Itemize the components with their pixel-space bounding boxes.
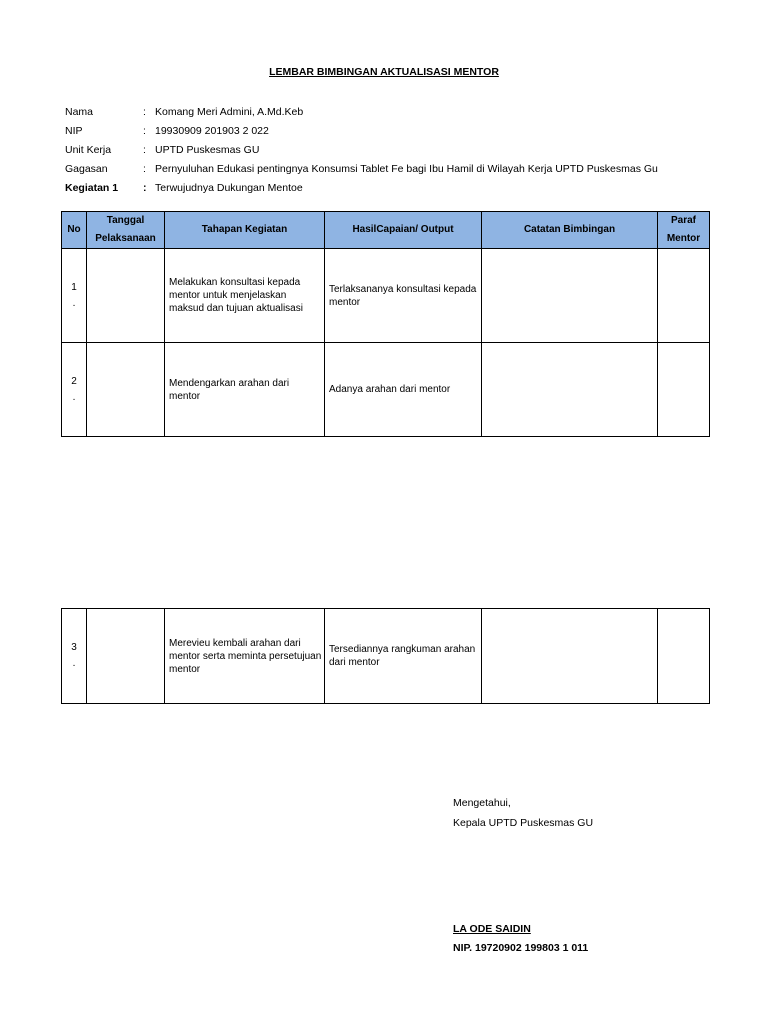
header-tanggal-line: Pelaksanaan [95, 233, 156, 244]
signature-nip: NIP. 19720902 199803 1 011 [453, 942, 589, 954]
header-tahapan: Tahapan Kegiatan [165, 212, 325, 249]
guidance-table-continued [61, 608, 710, 704]
info-colon: : [143, 125, 146, 137]
row-hasil: Terlaksananya konsultasi kepada mentor [325, 249, 482, 343]
row-hasil: Tersediannya rangkuman arahan dari mentor [325, 609, 482, 704]
row-catatan [482, 343, 658, 437]
table-row [62, 343, 710, 437]
row-paraf [658, 609, 710, 704]
row-tanggal [87, 609, 165, 704]
header-tanggal [87, 212, 165, 249]
info-value: Terwujudnya Dukungan Mentoe [155, 182, 303, 194]
row-no-dot: . [72, 391, 76, 403]
row-no-digit: 3 [71, 642, 77, 653]
row-paraf [658, 249, 710, 343]
header-tanggal-line: Tanggal [106, 215, 145, 226]
info-label: Kegiatan 1 [65, 182, 119, 194]
signature-acknowledge: Mengetahui, [453, 797, 511, 809]
info-label: Unit Kerja [65, 144, 112, 156]
row-tahapan: Merevieu kembali arahan dari mentor serta meminta persetujuan mentor [165, 609, 325, 704]
row-no-digit: 2 [71, 375, 77, 387]
table-row [62, 609, 710, 704]
info-label: Nama [65, 106, 94, 118]
row-tanggal [87, 249, 165, 343]
header-paraf-line: Paraf [670, 215, 696, 226]
row-no [62, 249, 87, 343]
info-value: 19930909 201903 2 022 [155, 125, 269, 137]
info-colon: : [143, 163, 146, 175]
info-colon: : [143, 144, 146, 156]
info-label: NIP [65, 125, 83, 137]
info-colon: : [143, 182, 147, 194]
row-tahapan: Mendengarkan arahan dari mentor [165, 343, 325, 437]
row-hasil: Adanya arahan dari mentor [325, 343, 482, 437]
header-catatan: Catatan Bimbingan [482, 212, 658, 249]
info-value: Komang Meri Admini, A.Md.Keb [155, 106, 304, 118]
row-tanggal [87, 343, 165, 437]
header-hasil: HasilCapaian/ Output [325, 212, 482, 249]
row-catatan [482, 609, 658, 704]
row-paraf [658, 343, 710, 437]
info-value: Pernyuluhan Edukasi pentingnya Konsumsi Tablet Fe bagi Ibu Hamil di Wilayah Kerja UPTD Puskesmas Gu [155, 163, 658, 175]
row-no [62, 343, 87, 437]
row-catatan [482, 249, 658, 343]
info-label: Gagasan [65, 163, 108, 175]
row-no-dot: . [72, 297, 76, 309]
signature-name: LA ODE SAIDIN [453, 923, 531, 935]
info-value: UPTD Puskesmas GU [155, 144, 260, 156]
guidance-table [61, 211, 710, 437]
row-no [62, 609, 87, 704]
row-tahapan: Melakukan konsultasi kepada mentor untuk menjelaskan maksud dan tujuan aktualisasi [165, 249, 325, 343]
info-colon: : [143, 106, 146, 118]
signature-position: Kepala UPTD Puskesmas GU [453, 817, 594, 829]
table-row [62, 249, 710, 343]
document-title: LEMBAR BIMBINGAN AKTUALISASI MENTOR [269, 66, 499, 78]
table-header-row [62, 212, 710, 249]
header-no: No [62, 212, 87, 249]
row-no-dot: . [72, 658, 76, 669]
header-paraf-line: Mentor [666, 233, 701, 244]
header-paraf [658, 212, 710, 249]
row-no-digit: 1 [71, 281, 77, 293]
